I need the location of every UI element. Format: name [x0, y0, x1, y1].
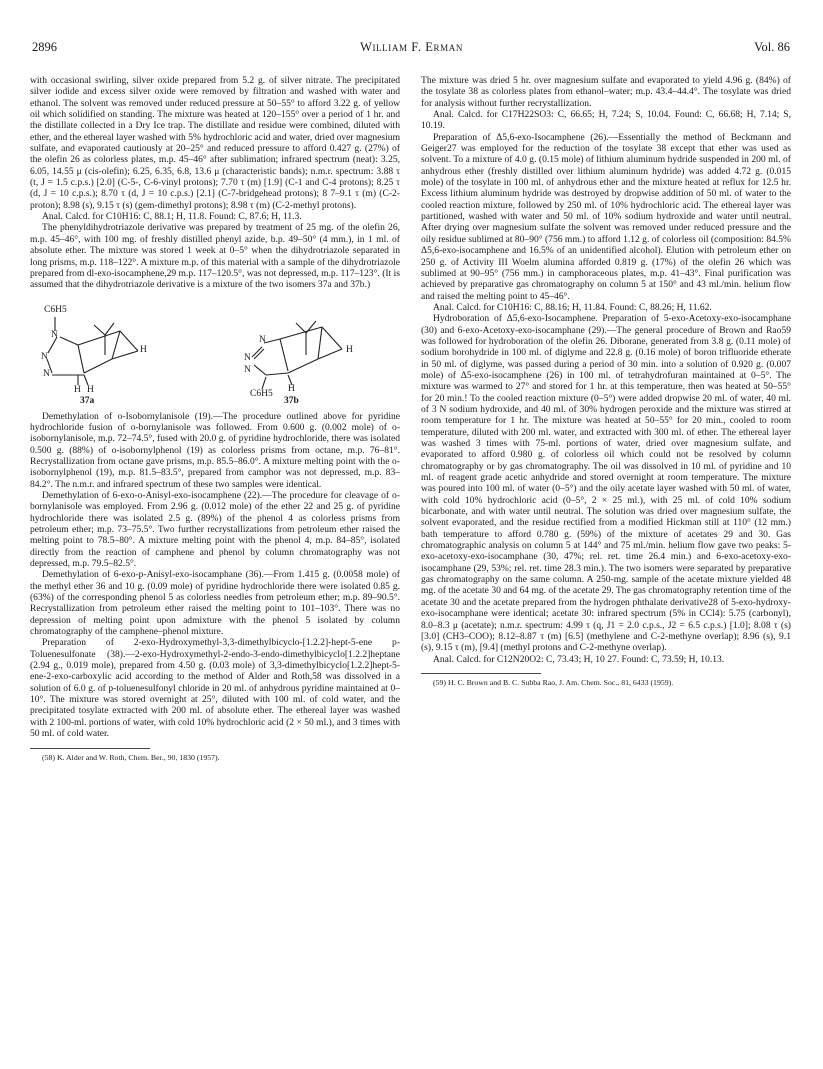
analysis-tosylate: Anal. Calcd. for C17H22SO3: C, 66.65; H, 7.24; S, 10.04. Found: C, 66.68; H, 7.14; S, 10.19. [421, 109, 791, 132]
bridgehead-h-37a: H [140, 344, 147, 355]
n3-label-37b: N [244, 364, 251, 375]
section-demethylation-36: Demethylation of 6-exo-p-Anisyl-exo-isocamphane (36).—From 1.415 g. (0.0058 mole) of the methyl ether 36 and 10 g. (0.09 mole) of pyridine hydrochloride there were isolated 0.85 g. (63%) of the corresponding phenol 5 as colorless needles from petroleum ether; m.p. 89–90.5°. Recrystallization from petroleum ether raised the melting point to 101–103°. There was no depression of melting point upon admixture with the phenol 5 isolated by column chromatography of the camphene–phenol mixture. [30, 569, 400, 638]
bridgehead-h-37b: H [346, 344, 353, 355]
page-header [0, 40, 823, 56]
h-right-37a: H [87, 384, 94, 395]
n2-label-37a: N [41, 351, 48, 362]
section-demethylation-19: Demethylation of o-Isobornylanisole (19).—The procedure outlined above for pyridine hydrochloride fusion of o-bornylanisole was followed. From 0.600 g. (0.002 mole) of o-isobornylanisole, m.p. 72–74.5°, fused with 20.0 g. of pyridine hydrochloride, there was isolated 0.500 g. (88%) of o-isobornylphenol (19) as colorless prisms from octane, m.p. 76–81°. Recrystallization from octane gave prisms, m.p. 85.5–86.0°. A mixture melting point with the o-isobornylphenol (19), m.p. 81.5–83.5°, prepared from camphor was not depressed, m.p. 83–84.2°. The n.m.r. and infrared spectrum of these two samples were identical. [30, 410, 400, 490]
section-hydroboration: Hydroboration of Δ5,6-exo-Isocamphene. Preparation of 5-exo-Acetoxy-exo-isocamphane (30) and 6-exo-Acetoxy-exo-isocamphane (29).—The general procedure of Brown and Rao59 was followed for hydroboration of the olefin 26. Diborane, generated from 3.8 g. (0.11 mole) of sodium borohydride in 100 ml. of diglyme and 22.8 g. (0.16 mole) of boron trifluoride etherate in 50 ml. of diglyme, was passed during a period of 30 min. into a solution of 0.920 g. (0.007 mole) of Δ5-exo-isocamphene (26) in 100 ml. of tetrahydrofuran maintained at 0–5°. The mixture was warmed to 27° and stored for 1 hr. at this temperature, then was heated at 50–55° for 20 min.! To the cooled reaction mixture (0–5°) were added dropwise 20 ml. of water, 40 ml. of 3 N sodium hydroxide, and 40 ml. of 30% hydrogen peroxide and the mixture was stirred at room temperature for 1 hr. The mixture was heated at 50–55° for 20 min., cooled to room temperature, diluted with 200 ml. water, and extracted with 300 ml. of ether. The ethereal layer was washed 3 times with 75-ml. portions of water, dried over magnesium sulfate, and evaporated to afford 0.980 g. of colorless oil which could not be resolved by column chromatography or by gas chromatography. The oil was dissolved in 10 ml. of pyridine and 10 ml. of reagent grade acetic anhydride and stored overnight at room temperature. The mixture was poured into 100 ml. of water (0–5°) and the oily acetate layer washed with 50 ml. of water, with cold 10% hydrochloric acid (0–5°, 2 × 25 ml.), with 25 ml. of cold 10% sodium bicarbonate, and with water until neutral. The solution was dried over magnesium sulfate, the solvent evaporated, and the residue rectified from a modified Hickman still at 110° (12 mm.) bath temperature to afford 0.780 g. (59%) of the mixture of acetates 29 and 30. Gas chromatographic analysis on column 5 at 144° and 75 ml./min. helium flow gave two peaks: 5-exo-acetoxy-exo-isocamphane (30, 47%; rel. ret. time 26.4 min.) and 6-exo-acetoxy-exo-isocamphane (29, 53%; rel. ret. time 28.3 min.). The two isomers were separated by preparative gas chromatography on the same column. A 250-mg. sample of the acetate mixture yielded 48 mg. of the acetate 30 and 64 mg. of the acetate 29. The gas chromatography retention time of the acetate 30 and the acetate prepared from the hydrogen phthalate derivative28 of 5-exo-hydroxy-exo-isocamphane were identical; acetate 30: infrared spectrum (5% in CCl4): 5.75 (carbonyl), 8.0–8.3 μ (acetate); n.m.r. spectrum: 4.99 τ (q, J1 = 2.0 c.p.s., J2 = 6.5 c.p.s.) [1.0]; 8.08 τ (s) [3.0] (CH3–COO); 8.12–8.87 τ (m) [6.5] (methylene and C-2-methyne overlap); 8.96 (s), 9.1 (s), 9.15 τ (m), [9.4] (methyl protons and C-2-methyne overlap). [421, 313, 791, 654]
n1-label-37b: N [259, 334, 266, 345]
h-right-37b: H [288, 383, 295, 394]
volume-label: Vol. 86 [754, 40, 790, 54]
n3-label-37a: N [43, 368, 50, 379]
left-column [30, 75, 400, 763]
n2-label-37b: N [244, 352, 251, 363]
right-column [421, 75, 791, 688]
page-number: 2896 [32, 40, 57, 54]
section-demethylation-22: Demethylation of 6-exo-o-Anisyl-exo-isocamphene (22).—The procedure for cleavage of o-bornylanisole was employed. From 2.96 g. (0.012 mole) of the ether 22 and 25 g. of pyridine hydrochloride there was isolated 2.5 g. (89%) of the phenol 4 as colorless prisms from petroleum ether; m.p. 73–75.5°. Two further recrystallizations from petroleum ether raised the melting point to 78.5–80°. A mixture melting point with the phenol 4, m.p. 84–85°, isolated directly from the reaction of camphene and phenol by column chromatography was not depressed, m.p. 79.5–82.5°. [30, 489, 400, 569]
footnote-58: (58) K. Alder and W. Roth, Chem. Ber., 90, 1830 (1957). [42, 752, 220, 762]
running-author: William F. Erman [360, 40, 463, 54]
left-paragraph-triazole: The phenyldihydrotriazole derivative was prepared by treatment of 25 mg. of the olefin 26, m.p. 45–46°, with 100 mg. of freshly distilled phenyl azide, b.p. 49–50° (4 mm.), in 1 ml. of absolute ether. The mixture was stored 1 week at 0–5° when the dihydrotriazole separated in long prisms, m.p. 118–122°. A mixture m.p. of this material with a sample of the dihydrotriazole prepared from dl-exo-isocamphene,29 m.p. 117–120.5°, was not depressed, m.p. 117–123°. (It is assumed that the dihydrotriazole derivative is a mixture of the two isomers 37a and 37b.) [30, 222, 400, 291]
footnote-rule-left [30, 748, 150, 749]
h-left-37a: H [74, 384, 81, 395]
analysis-olefin: Anal. Calcd. for C10H16: C, 88.1; H, 11.8. Found: C, 87.6; H, 11.3. [42, 211, 302, 223]
phenyl-label-37a: C6H5 [44, 304, 67, 315]
analysis-acetate: Anal. Calcd. for C12N20O2: C, 73.43; H, 10 27. Found: C, 73.59; H, 10.13. [433, 653, 725, 665]
phenyl-label-37b: C6H5 [250, 388, 273, 399]
section-preparation-38: Preparation of 2-exo-Hydroxymethyl-3,3-dimethylbicyclo-[1.2.2]-hept-5-ene p-Toluenesulfonate (38).—2-exo-Hydroxymethyl-2-endo-3-endo-dimethylbicyclo[1.2.2]heptane (2.94 g., 0.019 mole), prepared from 4.50 g. (0.03 mole) of 3,3-dimethylbicyclo[1.2.2]hept-5-ene-2-exo-carboxylic acid according to the method of Alder and Roth,58 was dissolved in a solution of 6.0 g. of p-toluenesulfonyl chloride in 20 ml. of anhydrous pyridine maintained at 0–10°. The mixture was stored overnight at 25°, diluted with 100 ml. of cold water, and the precipitated tosylate extracted with 200 ml. of absolute ether. The ethereal layer was washed with 2 100-ml. portions of water, with cold 10% hydrochloric acid (2 × 50 ml.), and 3 times with 50 ml. of cold water. [30, 637, 400, 740]
structure-figure-37 [30, 297, 400, 407]
footnote-59: (59) H. C. Brown and B. C. Subba Rao, J. Am. Chem. Soc., 81, 6433 (1959). [433, 677, 674, 687]
n1-label-37a: N [51, 329, 58, 340]
triazole-structures-svg [30, 297, 400, 407]
compound-label-37a: 37a [80, 395, 95, 406]
section-preparation-26: Preparation of Δ5,6-exo-Isocamphene (26).—Essentially the method of Beckmann and Geiger27 was employed for the reduction of the tosylate 38 except that ether was used as solvent. To a mixture of 4.0 g. (0.15 mole) of lithium aluminum hydride suspended in 200 ml. of anhydrous ether (freshly distilled over lithium aluminum hydride) was added 4.72 g. (0.015 mole) of the tosylate in 100 ml. of anhydrous ether and the mixture heated at reflux for 12.5 hr. Excess lithium aluminum hydride was destroyed by dropwise addition of 50 ml. of water to the cooled reaction mixture, followed by 250 ml. of 10% hydrochloric acid. The ethereal layer was partitioned, washed with water and 50 ml. of 10% sodium hydroxide and water until neutral. After drying over magnesium sulfate the solvent was removed under reduced pressure and the oily residue sublimed at 80–90° (756 mm.) to afford 1.12 g. of colorless oil (composition: 84.5% Δ5,6-exo-isocamphene and 16.5% of an unidentified alcohol). Elution with petroleum ether on 250 g. of Activity III Woelm alumina afforded 0.819 g. (17%) of the olefin 26 which was sublimed at 90–95° (756 mm.) in camphoraceous plates, m.p. 41–43°. Final purification was achieved by preparative gas chromatography on column 5 at 150° and 43 ml./min. helium flow and raised the melting point to 45–46°. [421, 131, 791, 302]
footnote-rule-right [421, 673, 541, 674]
left-paragraph-1: with occasional swirling, silver oxide prepared from 5.2 g. of silver nitrate. The precipitated silver iodide and excess silver oxide were removed by filtration and washed with water and ethanol. The solvent was removed under reduced pressure at 50–55° to afford 3.22 g. of yellow oil which solidified on standing. The mixture was heated at 120–155° over a period of 1 hr. and the distillate collected in a Dry Ice trap. The distillate and residue were combined, diluted with ether, and the ethereal layer washed with 5% hydrochloric acid and water, dried over magnesium sulfate, and evaporated cautiously at 20–25° and reduced pressure to afford 0.427 g. (27%) of the olefin 26 as colorless plates, m.p. 45–46° after sublimation; infrared spectrum (neat): 3.25, 6.05, 14.55 μ (cis-olefin); 6.25, 6.35, 6.8, 13.6 μ (characteristic bands); n.m.r. spectrum: 3.88 τ (t, J = 1.5 c.p.s.) [2.0] (C-5-, C-6-vinyl protons); 7.70 τ (m) [1.9] (C-1 and C-4 protons); 8.25 τ (d, J = 10 c.p.s.); 8.70 τ (d, J = 10 c.p.s.) [2.1] (C-7-bridgehead protons); 8 7–9.1 τ (m) (C-2-proton); 8.98 (s), 9.15 τ (s) (gem-dimethyl protons); 8.98 τ (m) (C-2-methyl protons). [30, 75, 400, 211]
compound-label-37b: 37b [284, 395, 299, 406]
analysis-isocamphene: Anal. Calcd. for C10H16: C, 88.16; H, 11.84. Found: C, 88.26; H, 11.62. [433, 301, 712, 313]
right-paragraph-1: The mixture was dried 5 hr. over magnesium sulfate and evaporated to yield 4.96 g. (84%) of the tosylate 38 as colorless plates from ethanol–water; m.p. 43.4–44.4°. The tosylate was dried for analysis without further recrystallization. [421, 75, 791, 109]
